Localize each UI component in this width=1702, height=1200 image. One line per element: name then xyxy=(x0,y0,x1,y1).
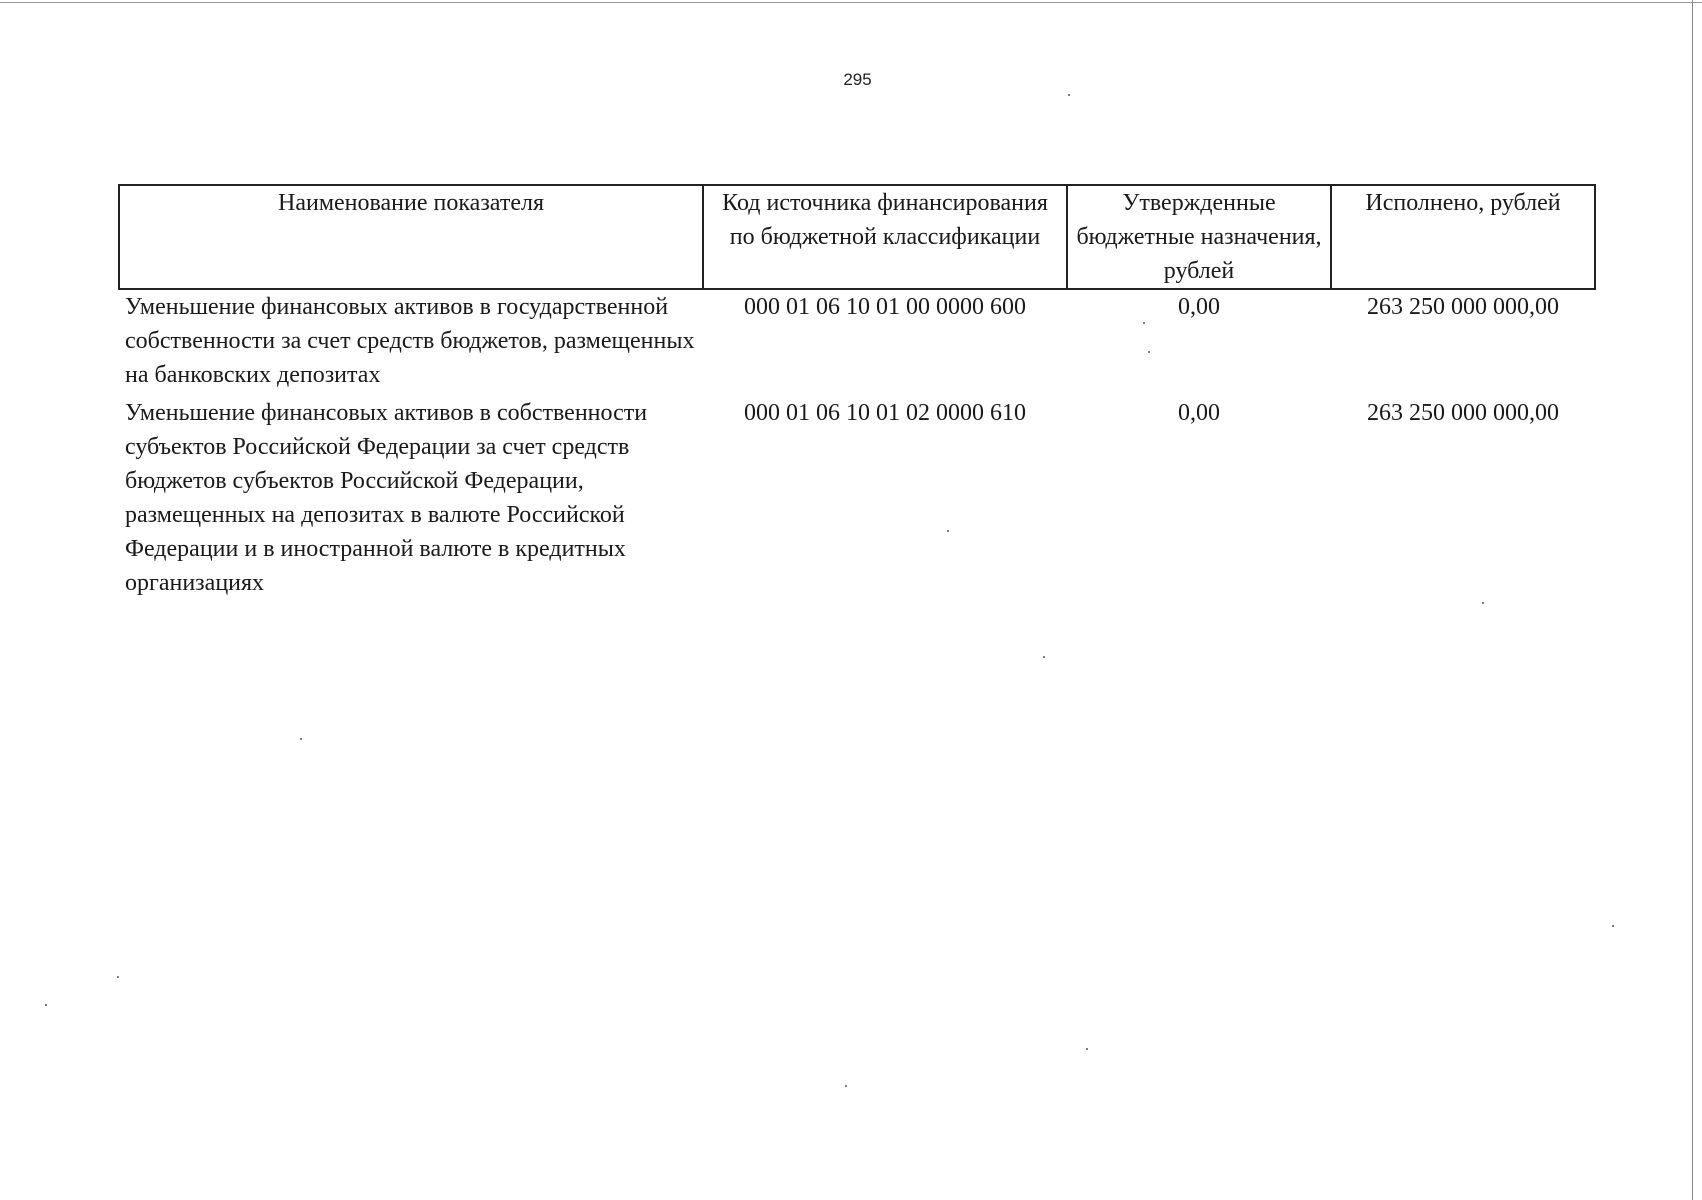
source-code-cell: 000 01 06 10 01 00 0000 600 xyxy=(744,294,1026,320)
table-row xyxy=(119,392,1595,600)
source-code-cell: 000 01 06 10 01 02 0000 610 xyxy=(744,400,1026,426)
approved-budget-cell: 0,00 xyxy=(1178,400,1220,426)
indicator-name-cell: Уменьшение финансовых активов в государственной собственности за счет средств бюджетов, размещенных на банковских депозитах xyxy=(125,294,695,388)
header-indicator-name: Наименование показателя xyxy=(119,185,703,289)
scan-speck xyxy=(947,530,949,532)
scan-speck xyxy=(300,738,302,740)
approved-budget-cell: 0,00 xyxy=(1178,294,1220,320)
scan-speck xyxy=(1148,351,1150,353)
scan-speck xyxy=(1482,602,1484,604)
header-source-code: Код источника финансирования по бюджетной классификации xyxy=(703,185,1067,289)
scan-speck xyxy=(117,976,119,978)
header-executed: Исполнено, рублей xyxy=(1331,185,1595,289)
header-approved-budget: Утвержденные бюджетные назначения, рублей xyxy=(1067,185,1331,289)
executed-cell: 263 250 000 000,00 xyxy=(1367,400,1559,426)
scan-edge-top xyxy=(0,2,1702,3)
executed-cell: 263 250 000 000,00 xyxy=(1367,294,1559,320)
scan-edge-right xyxy=(1692,0,1693,1200)
scan-speck xyxy=(1086,1048,1088,1050)
scan-speck xyxy=(845,1085,847,1087)
page-number: 295 xyxy=(843,70,872,89)
scan-speck xyxy=(1043,656,1045,658)
scan-speck xyxy=(1068,94,1070,96)
budget-table xyxy=(118,184,1596,600)
scan-speck xyxy=(1612,925,1614,927)
table-row xyxy=(119,289,1595,392)
scan-speck xyxy=(1143,322,1145,324)
scan-speck xyxy=(45,1004,47,1006)
indicator-name-cell: Уменьшение финансовых активов в собственности субъектов Российской Федерации за счет средств бюджетов субъектов Российской Федерации, размещенных на депозитах в валюте Российской Федерации и в иностранной валюте в кредитных организациях xyxy=(125,400,648,596)
table-header-row xyxy=(119,185,1595,289)
